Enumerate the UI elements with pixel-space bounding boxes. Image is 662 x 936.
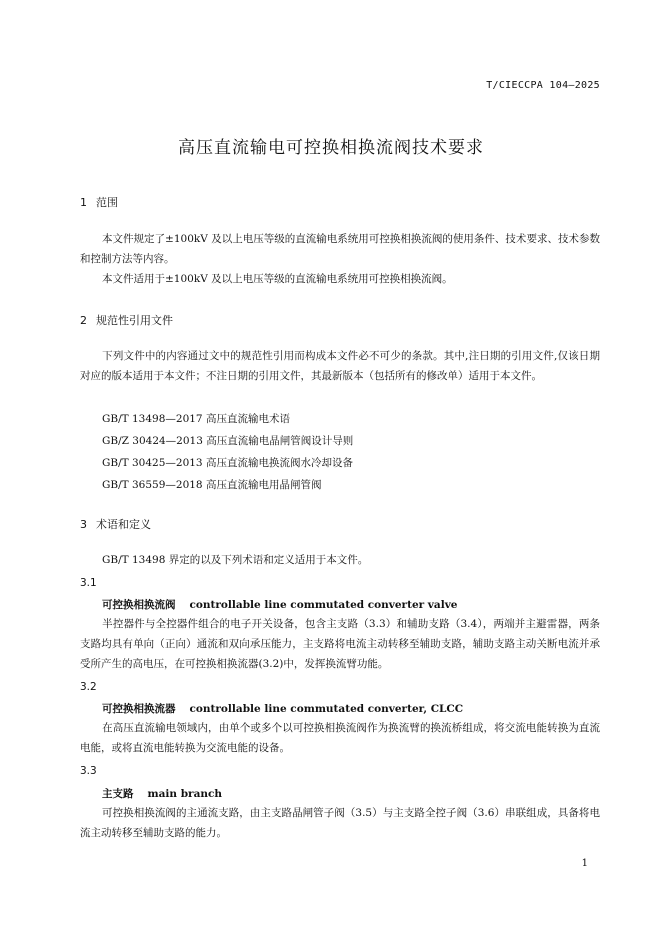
section-1-paragraph-2 bbox=[80, 269, 600, 289]
section-number: 2 bbox=[80, 314, 87, 327]
paragraph-text: 可控换相换流阀的主通流支路，由主支路晶闸管子阀（3.5）与主支路全控子阀（3.6）串联组成，具备将电流主动转移至辅助支路的能力。 bbox=[80, 807, 600, 839]
term-zh: 主支路 bbox=[102, 788, 134, 800]
section-1-heading bbox=[80, 194, 118, 210]
clause-number: 3.3 bbox=[80, 765, 97, 777]
term-definition bbox=[80, 718, 600, 758]
term-definition bbox=[80, 803, 600, 843]
term-zh: 可控换相换流阀 bbox=[102, 599, 176, 611]
paragraph-text: 本文件适用于±100kV 及以上电压等级的直流输电系统用可控换相换流阀。 bbox=[102, 273, 453, 285]
term-title bbox=[102, 701, 463, 716]
term-en: main branch bbox=[147, 788, 223, 800]
section-number: 3 bbox=[80, 518, 87, 531]
paragraph-text: 下列文件中的内容通过文中的规范性引用而构成本文件必不可少的条款。其中,注日期的引用文件,仅该日期对应的版本适用于本文件；不注日期的引用文件，其最新版本（包括所有的修改单）适用于本文件。 bbox=[80, 350, 600, 382]
standard-number: T/CIECCPA 104—2025 bbox=[486, 80, 600, 91]
term-title bbox=[102, 786, 222, 801]
page-number: 1 bbox=[581, 858, 588, 869]
reference-item: GB/T 13498—2017 高压直流输电术语 bbox=[102, 413, 290, 425]
section-2-heading bbox=[80, 312, 173, 328]
section-2-intro bbox=[80, 346, 600, 386]
clause-number: 3.1 bbox=[80, 577, 97, 589]
section-title: 术语和定义 bbox=[96, 518, 151, 531]
term-zh: 可控换相换流器 bbox=[102, 703, 176, 715]
section-title: 范围 bbox=[96, 196, 118, 209]
paragraph-text: 半控器件与全控器件组合的电子开关设备，包含主支路（3.3）和辅助支路（3.4），两端并主避雷器，两条支路均具有单向（正向）通流和双向承压能力，主支路将电流主动转移至辅助支路，辅助支路主动关断电流并承受所产生的高电压，在可控换相换流器(3.2)中，发挥换流臂功能。 bbox=[80, 618, 600, 670]
section-title: 规范性引用文件 bbox=[96, 314, 173, 327]
paragraph-text: 本文件规定了±100kV 及以上电压等级的直流输电系统用可控换相换流阀的使用条件、技术要求、技术参数和控制方法等内容。 bbox=[80, 233, 600, 265]
document-title: 高压直流输电可控换相换流阀技术要求 bbox=[178, 138, 484, 158]
section-1-paragraph-1 bbox=[80, 229, 600, 269]
reference-item: GB/Z 30424—2013 高压直流输电晶闸管阀设计导则 bbox=[102, 435, 354, 447]
section-3-heading bbox=[80, 516, 151, 532]
term-title bbox=[102, 597, 457, 612]
term-en: controllable line commutated converter, CLCC bbox=[189, 703, 464, 715]
section-number: 1 bbox=[80, 196, 87, 209]
paragraph-text: 在高压直流输电领域内，由单个或多个以可控换相换流阀作为换流臂的换流桥组成，将交流电能转换为直流电能，或将直流电能转换为交流电能的设备。 bbox=[80, 722, 600, 754]
section-3-intro: GB/T 13498 界定的以及下列术语和定义适用于本文件。 bbox=[102, 554, 369, 566]
reference-item: GB/T 36559—2018 高压直流输电用晶闸管阀 bbox=[102, 479, 322, 491]
term-definition bbox=[80, 614, 600, 674]
term-en: controllable line commutated converter valve bbox=[189, 599, 458, 611]
clause-number: 3.2 bbox=[80, 681, 97, 693]
reference-item: GB/T 30425—2013 高压直流输电换流阀水冷却设备 bbox=[102, 457, 353, 469]
